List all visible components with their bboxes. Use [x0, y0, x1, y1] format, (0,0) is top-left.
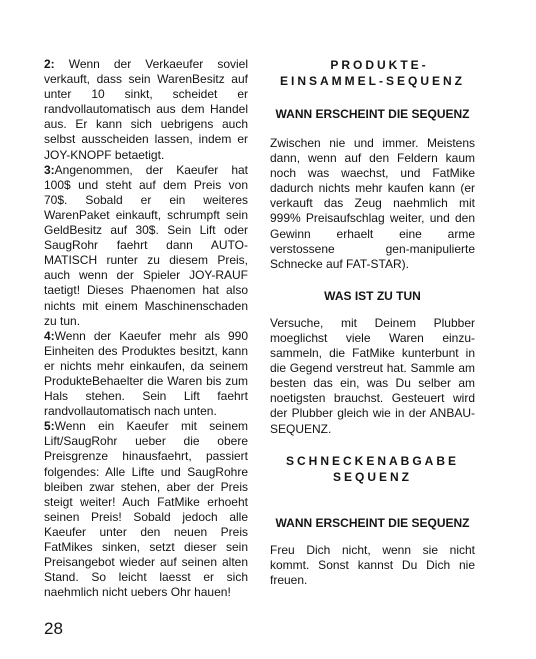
section-subheading: WANN ERSCHEINT DIE SEQUENZ [275, 515, 470, 530]
section-paragraph: Versuche, mit Deinem Plubber moeglichst viele Waren einzu-sammeln, die FatMike kunterbunt in die Gegend verstreut hat. Sammle am besten das ein, was Du selber am noetigsten brauchst. Gesteuert wird der Plubber gleich wie in der ANBAU-SEQUENZ. [270, 315, 475, 436]
right-column [270, 57, 475, 588]
section-paragraph: Freu Dich nicht, wenn sie nicht kommt. Sonst kannst Du Dich nie freuen. [270, 542, 475, 587]
page-number: 28 [44, 619, 63, 638]
section-subheading: WAS IST ZU TUN [324, 288, 421, 303]
section-title: PRODUKTE- [330, 58, 429, 72]
left-column [44, 57, 248, 600]
item-2 [44, 57, 248, 163]
item-number: 4: [44, 328, 55, 343]
item-4 [44, 329, 248, 420]
section-subheading: WANN ERSCHEINT DIE SEQUENZ [275, 107, 470, 121]
item-number: 3: [44, 162, 55, 177]
item-3 [44, 163, 248, 329]
item-number: 5: [44, 419, 55, 434]
section-title: EINSAMMEL-SEQUENZ [279, 74, 465, 88]
section-title: SCHNECKENABGABE [285, 453, 459, 468]
item-number: 2: [44, 57, 55, 71]
item-text: Wenn der Kaeufer mehr als 990 Einheiten des Produktes besitzt, kann er nichts mehr einkaufen, da seinem ProdukteBehaelter die Waren bis zum Hals stehen. Sein Lift faehrt randvollautomatisch nach unten. [44, 328, 248, 419]
item-text: Wenn ein Kaeufer mit seinem Lift/SaugRohr ueber die obere Preisgrenze hinausfaehrt, passiert folgendes: Alle Lifte und SaugRohre bleiben zwar stehen, aber der Preis steigt weiter! Auch FatMike erhoeht seinen Preis! Sobald jedoch alle Kaeufer unter den neuen Preis FatMikes sinken, setzt dieser sein Preisangebot wieder auf seinen alten Stand. So leicht laesst er sich naehmlich nicht uebers Ohr hauen! [44, 419, 248, 600]
section-paragraph: Zwischen nie und immer. Meistens dann, wenn auf den Feldern kaum noch was waechst, und FatMike dadurch nichts mehr kaufen kann (er verkauft das Zeug naehmlich mit 999% Preisaufschlag weiter, und den Gewinn erhaelt eine arme verstossene gen-manipulierte Schnecke auf FAT-STAR). [270, 136, 475, 271]
section-title: SEQUENZ [332, 469, 412, 484]
item-5 [44, 419, 248, 600]
item-text: Angenommen, der Kaeufer hat 100$ und steht auf dem Preis von 70$. Sobald er ein weiteres WarenPaket einkauft, schrumpft sein GeldBesitz auf 30$. Sein Lift oder SaugRohr faehrt dann AUTO-MATISCH runter zu diesem Preis, auch wenn der Spieler JOY-RAUF taetigt! Dieses Phaenomen hat also nichts mit einem Maschinenschaden zu tun. [44, 162, 248, 328]
item-text: Wenn der Verkaeufer soviel verkauft, dass sein WarenBesitz auf unter 10 sinkt, scheidet er randvollautomatisch aus dem Handel aus. Er kann sich uebrigens auch selbst ausscheiden lassen, indem er JOY-KNOPF betaetigt. [44, 57, 248, 162]
